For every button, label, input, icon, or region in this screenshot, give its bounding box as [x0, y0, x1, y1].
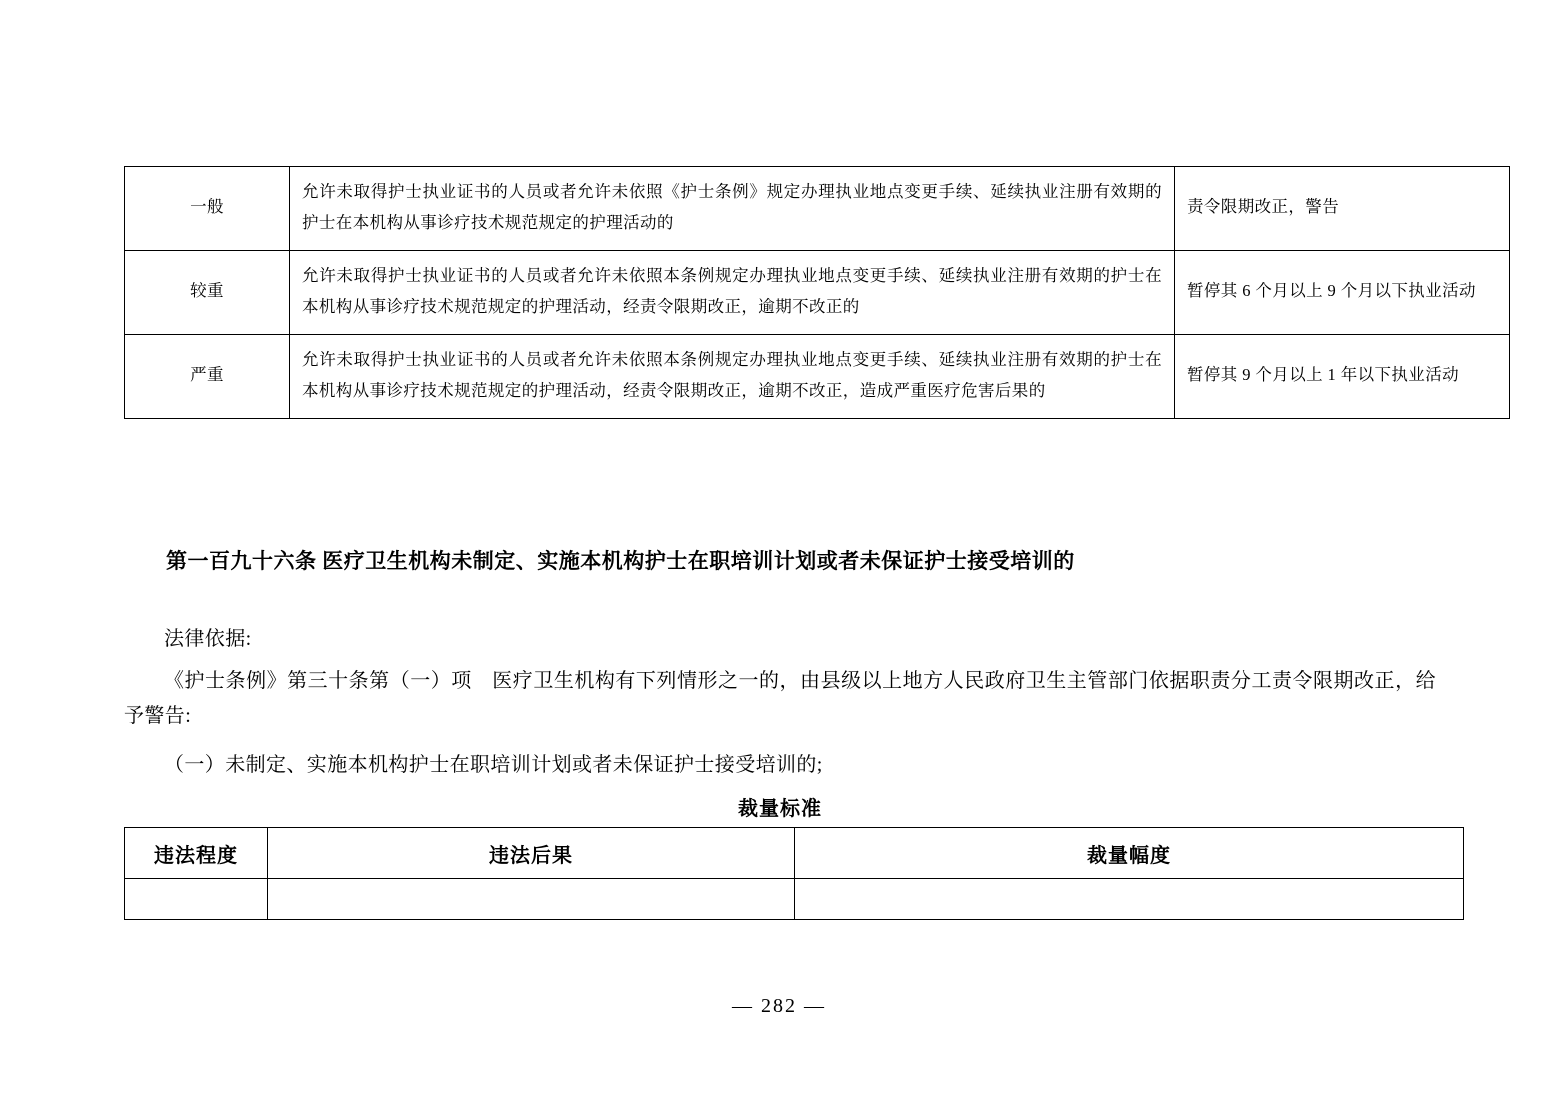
cell-degree: 严重	[125, 335, 290, 419]
cell-range	[795, 879, 1464, 920]
cell-range	[1175, 167, 1510, 251]
table-header-row	[125, 828, 1464, 879]
cell-range-text: 暂停其 6 个月以上 9 个月以下执业活动	[1187, 281, 1476, 301]
cell-consequence: 允许未取得护士执业证书的人员或者允许未依照《护士条例》规定办理执业地点变更手续、延续执业注册有效期的护士在本机构从事诊疗技术规范规定的护理活动的	[290, 167, 1175, 251]
cell-consequence: 允许未取得护士执业证书的人员或者允许未依照本条例规定办理执业地点变更手续、延续执业注册有效期的护士在本机构从事诊疗技术规范规定的护理活动，经责令限期改正，逾期不改正的	[290, 251, 1175, 335]
cell-degree: 较重	[125, 251, 290, 335]
legal-basis-text: 《护士条例》第三十条第（一）项 医疗卫生机构有下列情形之一的，由县级以上地方人民政府卫生主管部门依据职责分工责令限期改正，给予警告:	[124, 670, 1436, 727]
cell-consequence	[268, 879, 795, 920]
table-row	[125, 879, 1464, 920]
cell-range-text: 暂停其 9 个月以上 1 年以下执业活动	[1187, 365, 1459, 385]
discretion-table-top	[124, 166, 1510, 419]
cell-degree	[125, 879, 268, 920]
discretion-table-bottom	[124, 827, 1464, 920]
header-range: 裁量幅度	[795, 828, 1464, 879]
cell-range	[1175, 335, 1510, 419]
legal-basis-item: （一）未制定、实施本机构护士在职培训计划或者未保证护士接受培训的;	[164, 754, 823, 776]
header-degree: 违法程度	[125, 828, 268, 879]
cell-range-text: 责令限期改正，警告	[1187, 197, 1340, 217]
table-row	[125, 251, 1510, 335]
page-number: — 282 —	[732, 995, 826, 1017]
cell-degree: 一般	[125, 167, 290, 251]
discretion-standard-title: 裁量标准	[738, 798, 822, 820]
header-consequence: 违法后果	[268, 828, 795, 879]
table-row	[125, 335, 1510, 419]
section-title: 第一百九十六条 医疗卫生机构未制定、实施本机构护士在职培训计划或者未保证护士接受培训的	[166, 549, 1075, 573]
table-row	[125, 167, 1510, 251]
legal-basis-label: 法律依据:	[164, 628, 252, 650]
cell-consequence: 允许未取得护士执业证书的人员或者允许未依照本条例规定办理执业地点变更手续、延续执业注册有效期的护士在本机构从事诊疗技术规范规定的护理活动，经责令限期改正，逾期不改正，造成严重医疗危害后果的	[290, 335, 1175, 419]
cell-range	[1175, 251, 1510, 335]
